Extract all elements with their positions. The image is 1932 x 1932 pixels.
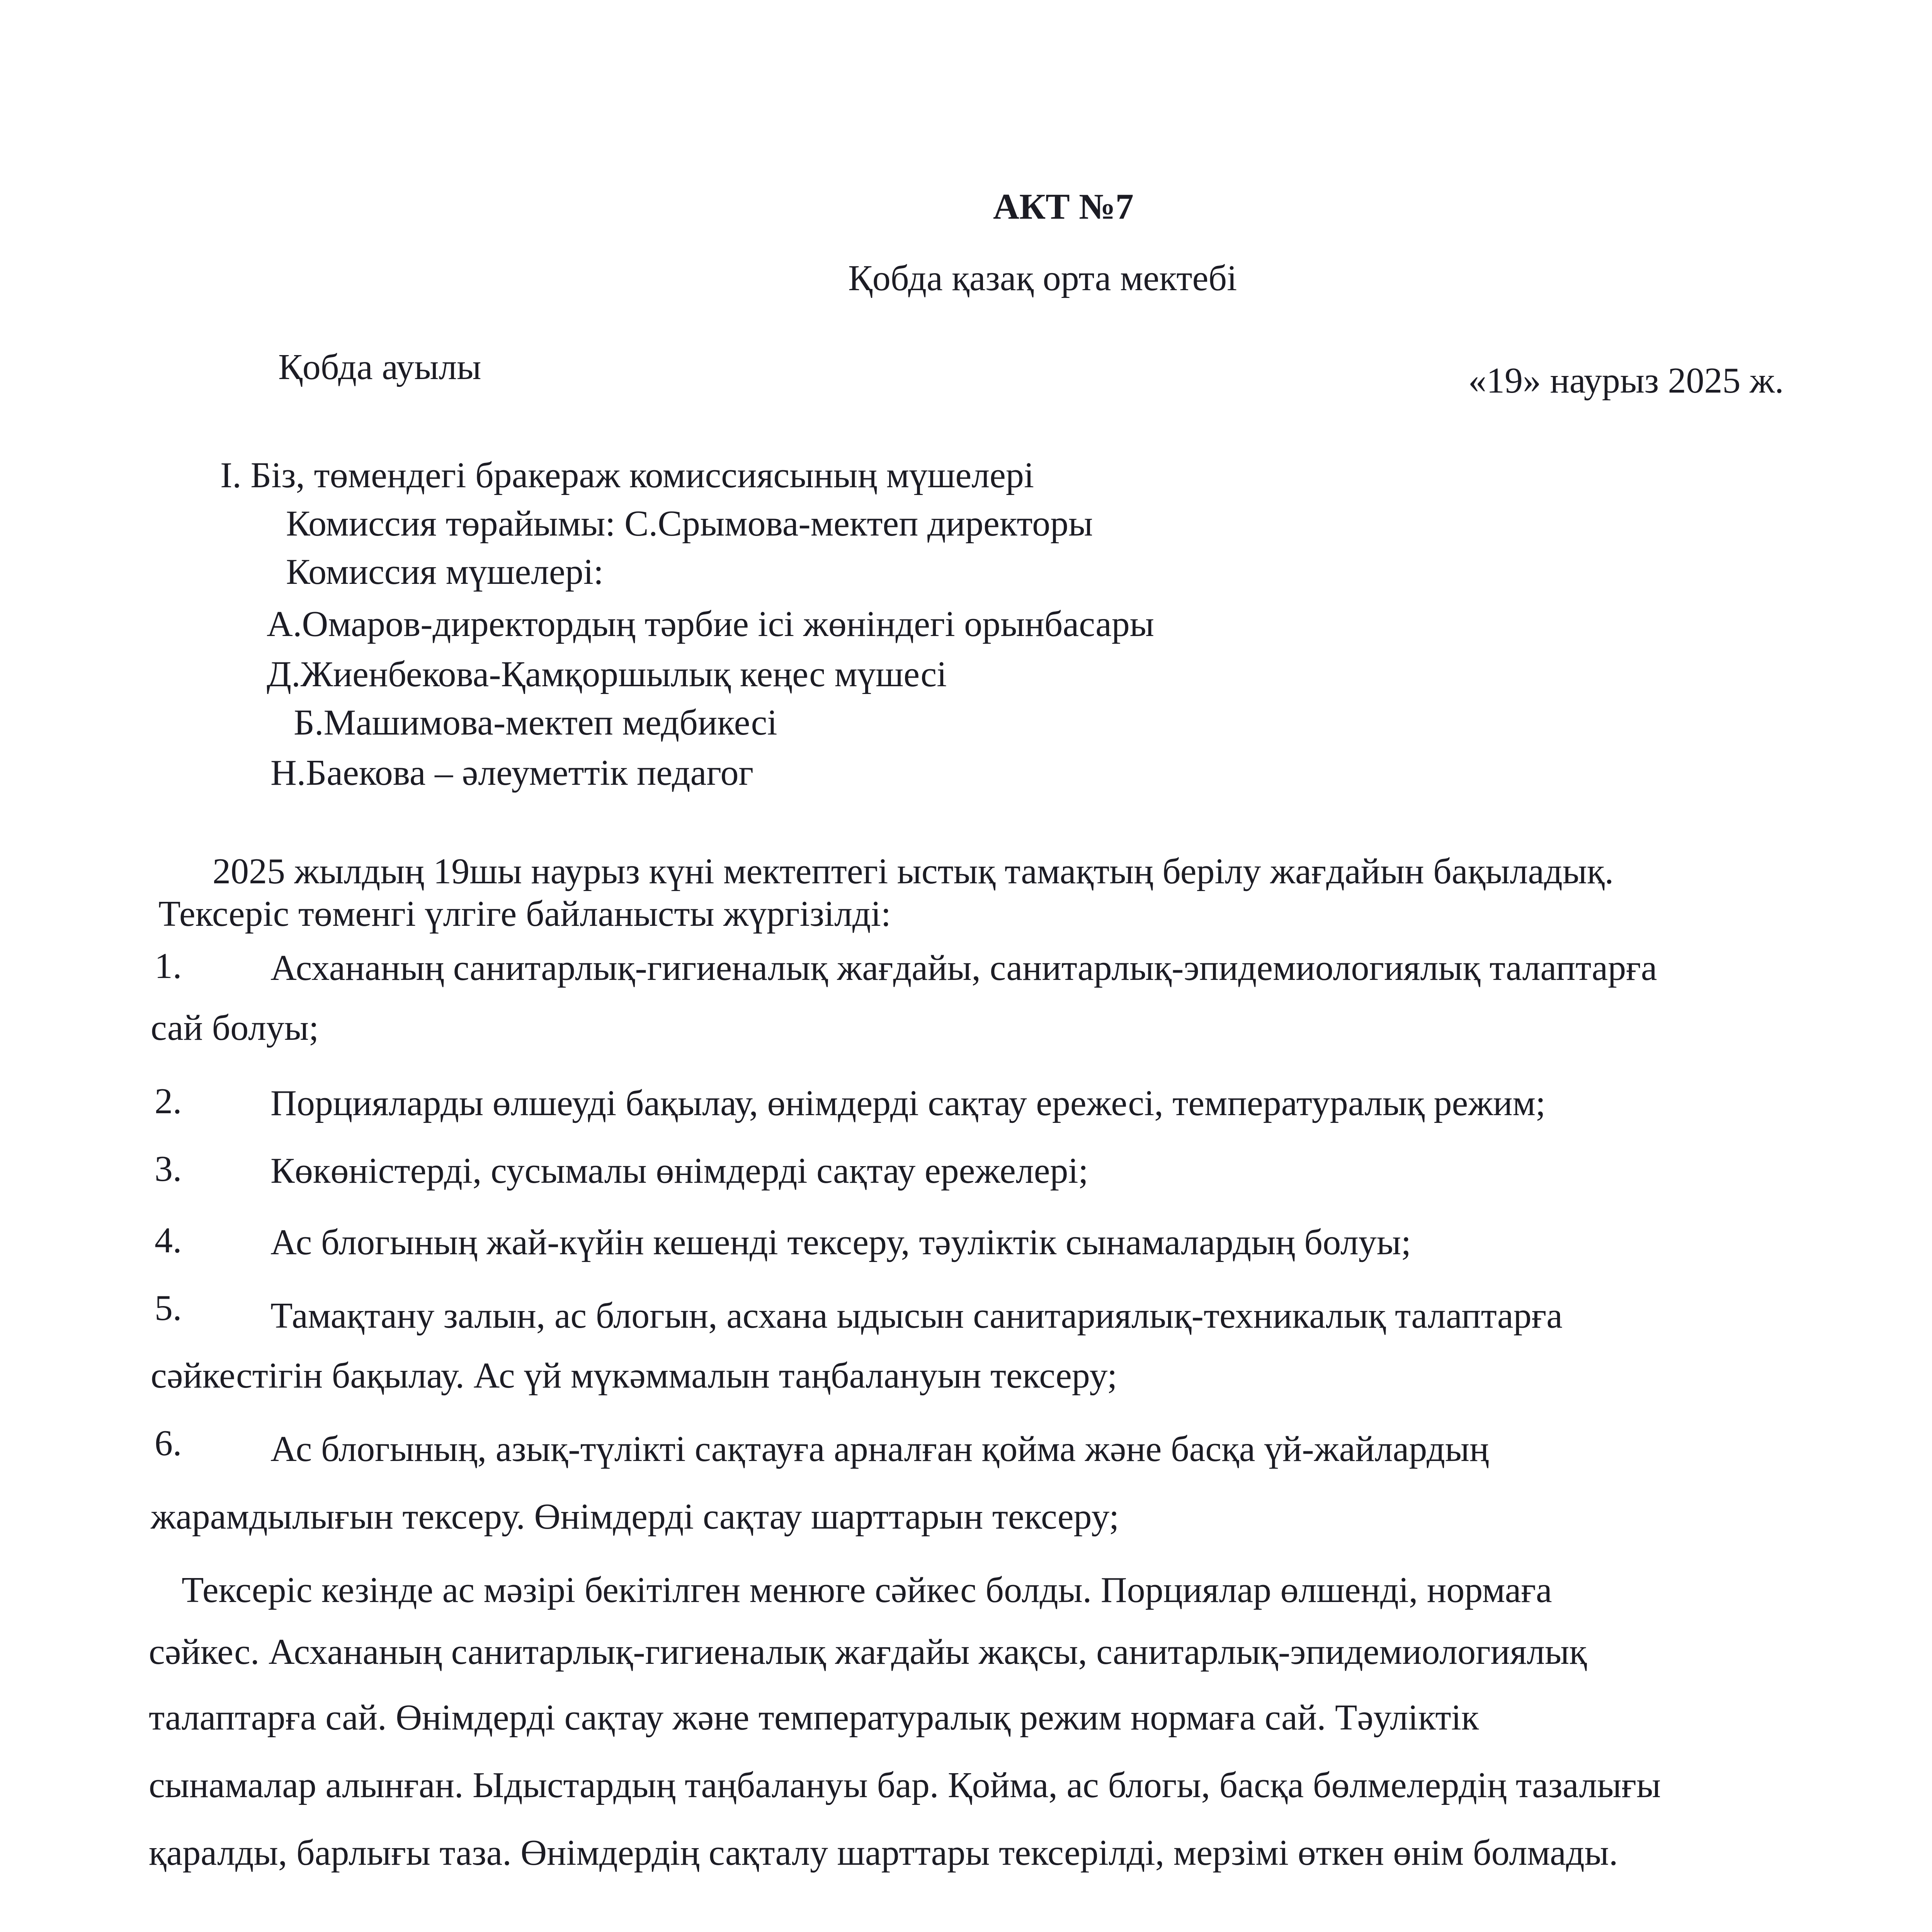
commission-member: Д.Жиенбекова-Қамқоршылық кеңес мүшесі bbox=[267, 654, 947, 694]
inspection-intro: 2025 жылдың 19шы наурыз күні мектептегі ыстық тамақтың берілу жағдайын бақыладық. bbox=[213, 851, 1614, 891]
list-number: 2. bbox=[155, 1081, 182, 1121]
findings-line: сәйкес. Асхананың санитарлық-гигиеналық жағдайы жақсы, санитарлық-эпидемиологиялық bbox=[149, 1632, 1587, 1672]
list-item: Асхананың санитарлық-гигиеналық жағдайы, санитарлық-эпидемиологиялық талаптарға bbox=[270, 948, 1657, 988]
findings-line: талаптарға сай. Өнімдерді сақтау және температуралық режим нормаға сай. Тәуліктік bbox=[149, 1697, 1479, 1738]
list-item-continuation: сәйкестігін бақылау. Ас үй мүкәммалын таңбалануын тексеру; bbox=[151, 1355, 1117, 1396]
commission-member: Н.Баекова – әлеуметтік педагог bbox=[270, 753, 754, 793]
list-item: Ас блогының, азық-түлікті сақтауға арналған қойма және басқа үй-жайлардың bbox=[270, 1429, 1489, 1469]
list-number: 4. bbox=[155, 1220, 182, 1260]
list-number: 3. bbox=[155, 1149, 182, 1189]
list-item-continuation: жарамдылығын тексеру. Өнімдерді сақтау шарттарын тексеру; bbox=[151, 1497, 1119, 1537]
findings-line: қаралды, барлығы таза. Өнімдердің сақталу шарттары тексерілді, мерзімі өткен өнім болмады. bbox=[149, 1833, 1618, 1873]
findings-line: Тексеріс кезінде ас мәзірі бекітілген менюге сәйкес болды. Порциялар өлшенді, нормаға bbox=[182, 1570, 1552, 1610]
list-number: 1. bbox=[155, 946, 182, 986]
place-name: Қобда ауылы bbox=[278, 347, 481, 387]
document-title: АКТ №7 bbox=[993, 187, 1134, 227]
school-name: Қобда қазақ орта мектебі bbox=[848, 258, 1237, 298]
commission-member: А.Омаров-директордың тәрбие ісі жөніндегі орынбасары bbox=[267, 604, 1154, 644]
commission-members-label: Комиссия мүшелері: bbox=[286, 552, 604, 592]
list-number: 6. bbox=[155, 1423, 182, 1463]
inspection-template-note: Тексеріс төменгі үлгіге байланысты жүргізілді: bbox=[158, 894, 891, 934]
findings-line: сынамалар алынған. Ыдыстардың таңбалануы бар. Қойма, ас блогы, басқа бөлмелердің тазалығы bbox=[149, 1765, 1661, 1805]
commission-chair: Комиссия төрайымы: С.Срымова-мектеп директоры bbox=[286, 503, 1093, 544]
list-number: 5. bbox=[155, 1288, 182, 1328]
list-item: Ас блогының жай-күйін кешенді тексеру, тәуліктік сынамалардың болуы; bbox=[270, 1222, 1412, 1262]
list-item: Тамақтану залын, ас блогын, асхана ыдысын санитариялық-техникалық талаптарға bbox=[270, 1296, 1563, 1336]
commission-intro: І. Біз, төмендегі бракераж комиссиясының мүшелері bbox=[220, 455, 1034, 495]
list-item-continuation: сай болуы; bbox=[151, 1008, 319, 1048]
document-date: «19» наурыз 2025 ж. bbox=[1468, 361, 1784, 401]
list-item: Көкөністерді, сусымалы өнімдерді сақтау ережелері; bbox=[270, 1151, 1088, 1191]
commission-member: Б.Машимова-мектеп медбикесі bbox=[294, 702, 777, 743]
list-item: Порцияларды өлшеуді бақылау, өнімдерді сақтау ережесі, температуралық режим; bbox=[270, 1083, 1546, 1123]
